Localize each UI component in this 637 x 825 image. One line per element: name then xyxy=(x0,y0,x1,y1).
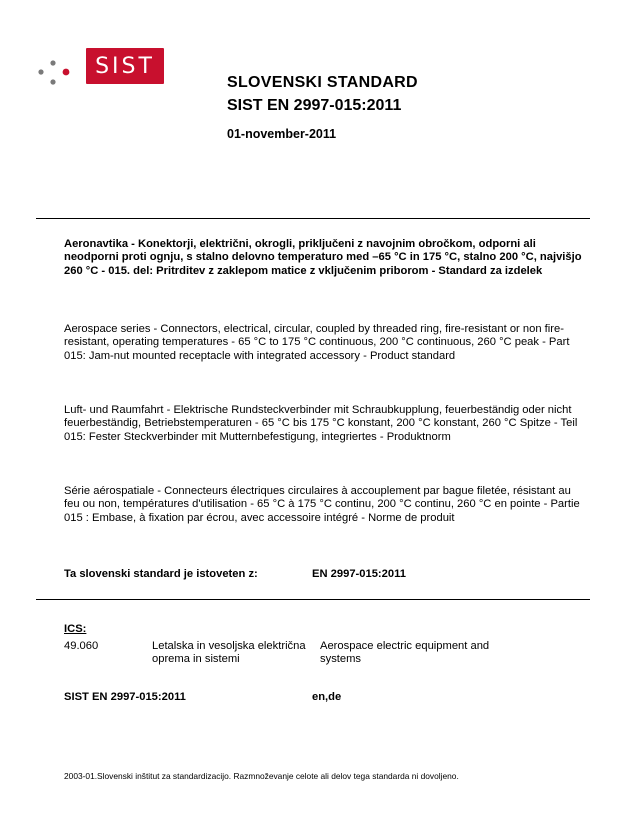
copyright-notice: 2003-01.Slovenski inštitut za standardizacijo. Razmnoževanje celote ali delov tega standarda ni dovoljeno. xyxy=(64,771,459,781)
top-divider xyxy=(36,218,590,219)
sist-logo-dots xyxy=(36,58,84,88)
ics-heading: ICS: xyxy=(64,623,87,635)
languages: en,de xyxy=(312,691,342,703)
ics-description-english: Aerospace electric equipment and systems xyxy=(320,640,490,666)
title-german: Luft- und Raumfahrt - Elektrische Rundsteckverbinder mit Schraubkupplung, feuerbeständig oder nicht feuerbeständig, Betriebstemperaturen - 65 °C bis 175 °C konstant, 200 °C konstant, 260 °C Spitze - Teil 015: Fester Steckverbinder mit Mutternbefestigung, integriertes - Produktnorm xyxy=(64,404,578,443)
sist-logo-text: SIST xyxy=(95,53,155,79)
ics-code: 49.060 xyxy=(64,640,99,652)
standard-type-heading: SLOVENSKI STANDARD xyxy=(227,74,418,91)
title-slovenian: Aeronavtika - Konektorji, električni, okrogli, priključeni z navojnim obročkom, odporni ali neodporni proti ognju, s stalno delovno temperaturo med –65 °C in 175 °C, stalno 200 °C, najvišjo 260 °C - 015. del: Pritrditev z zaklepom matice z vključenim priborom - Standard za izdelek xyxy=(64,238,582,277)
equivalence-value: EN 2997-015:2011 xyxy=(312,568,406,580)
middle-divider xyxy=(36,599,590,600)
ics-description-slovenian: Letalska in vesoljska električna oprema in sistemi xyxy=(152,640,306,666)
standard-code-footer: SIST EN 2997-015:2011 xyxy=(64,691,186,703)
title-french: Série aérospatiale - Connecteurs électriques circulaires à accouplement par bague filetée, résistant au feu ou non, températures d'utilisation - 65 °C à 175 °C continu, 200 °C continu, 260 °C en pointe - Partie 015 : Embase, à fixation par écrou, avec accessoire intégré - Norme de produit xyxy=(64,485,580,524)
sist-logo xyxy=(86,48,164,84)
publication-date: 01-november-2011 xyxy=(227,127,337,141)
standard-code-heading: SIST EN 2997-015:2011 xyxy=(227,97,402,114)
title-english: Aerospace series - Connectors, electrical, circular, coupled by threaded ring, fire-resistant or non fire-resistant, operating temperatures - 65 °C to 175 °C continuous, 200 °C continuous, 260 °C peak - Part 015: Jam-nut mounted receptacle with integrated accessory - Product standard xyxy=(64,323,570,362)
equivalence-label: Ta slovenski standard je istoveten z: xyxy=(64,568,258,580)
